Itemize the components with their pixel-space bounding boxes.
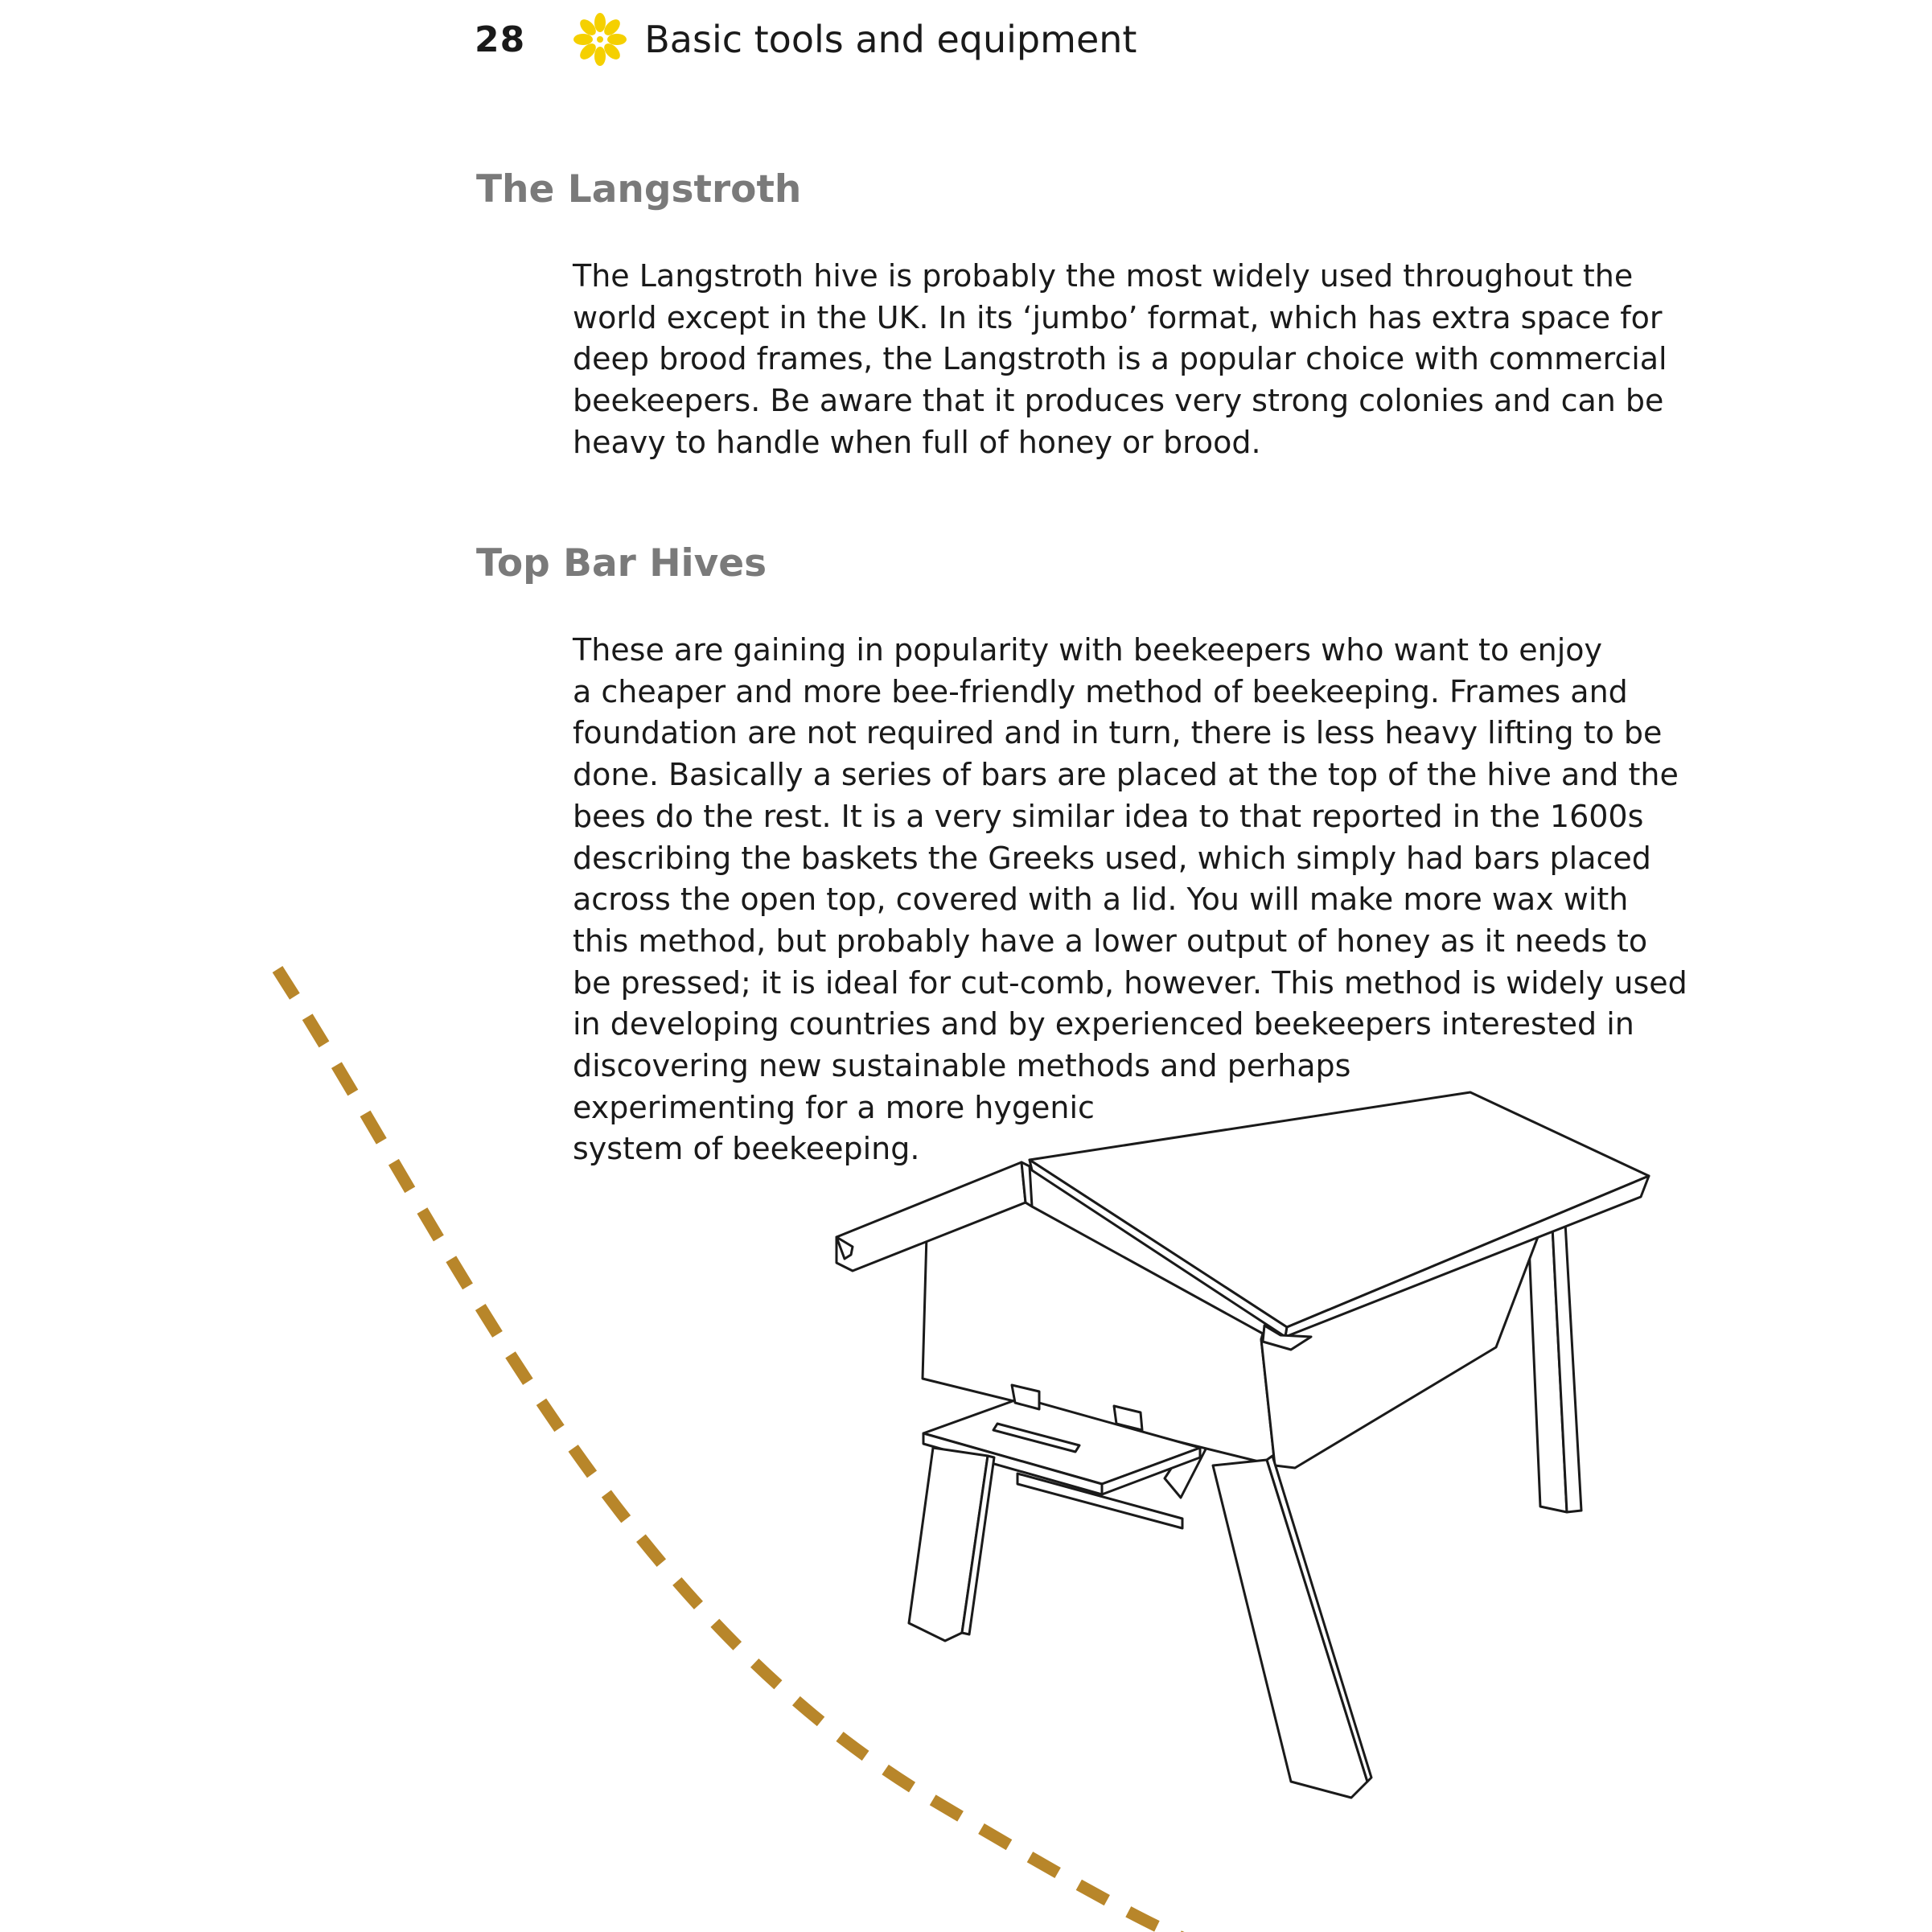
text-line: The Langstroth hive is probably the most widely used throughout the	[573, 258, 1634, 294]
text-line: this method, but probably have a lower output of honey as it needs to	[573, 923, 1648, 959]
text-line: describing the baskets the Greeks used, which simply had bars placed	[573, 840, 1651, 876]
text-line: heavy to handle when full of honey or brood.	[573, 424, 1261, 460]
running-title: Basic tools and equipment	[644, 18, 1137, 61]
text-line: done. Basically a series of bars are placed at the top of the hive and the	[573, 757, 1679, 793]
text-line: bees do the rest. It is a very similar idea to that reported in the 1600s	[573, 798, 1644, 834]
text-line: across the open top, covered with a lid. You will make more wax with	[573, 882, 1629, 918]
page-number: 28	[475, 18, 526, 60]
text-line: beekeepers. Be aware that it produces very strong colonies and can be	[573, 383, 1664, 419]
section-heading-top-bar-hives: Top Bar Hives	[476, 541, 767, 586]
text-line: world except in the UK. In its ‘jumbo’ format, which has extra space for	[573, 299, 1663, 335]
text-line: discovering new sustainable methods and perhaps	[573, 1048, 1351, 1084]
text-line: experimenting for a more hygenic	[573, 1089, 1095, 1125]
text-line: system of beekeeping.	[573, 1131, 920, 1167]
text-line: foundation are not required and in turn, there is less heavy lifting to be	[573, 715, 1663, 751]
text-line: deep brood frames, the Langstroth is a popular choice with commercial	[573, 341, 1667, 377]
text-line: be pressed; it is ideal for cut-comb, however. This method is widely used	[573, 964, 1687, 1001]
text-line: in developing countries and by experienced beekeepers interested in	[573, 1006, 1634, 1042]
text-line: These are gaining in popularity with beekeepers who want to enjoy	[573, 632, 1603, 668]
section-heading-langstroth: The Langstroth	[476, 167, 802, 212]
text-line: a cheaper and more bee-friendly method of beekeeping. Frames and	[573, 673, 1628, 709]
